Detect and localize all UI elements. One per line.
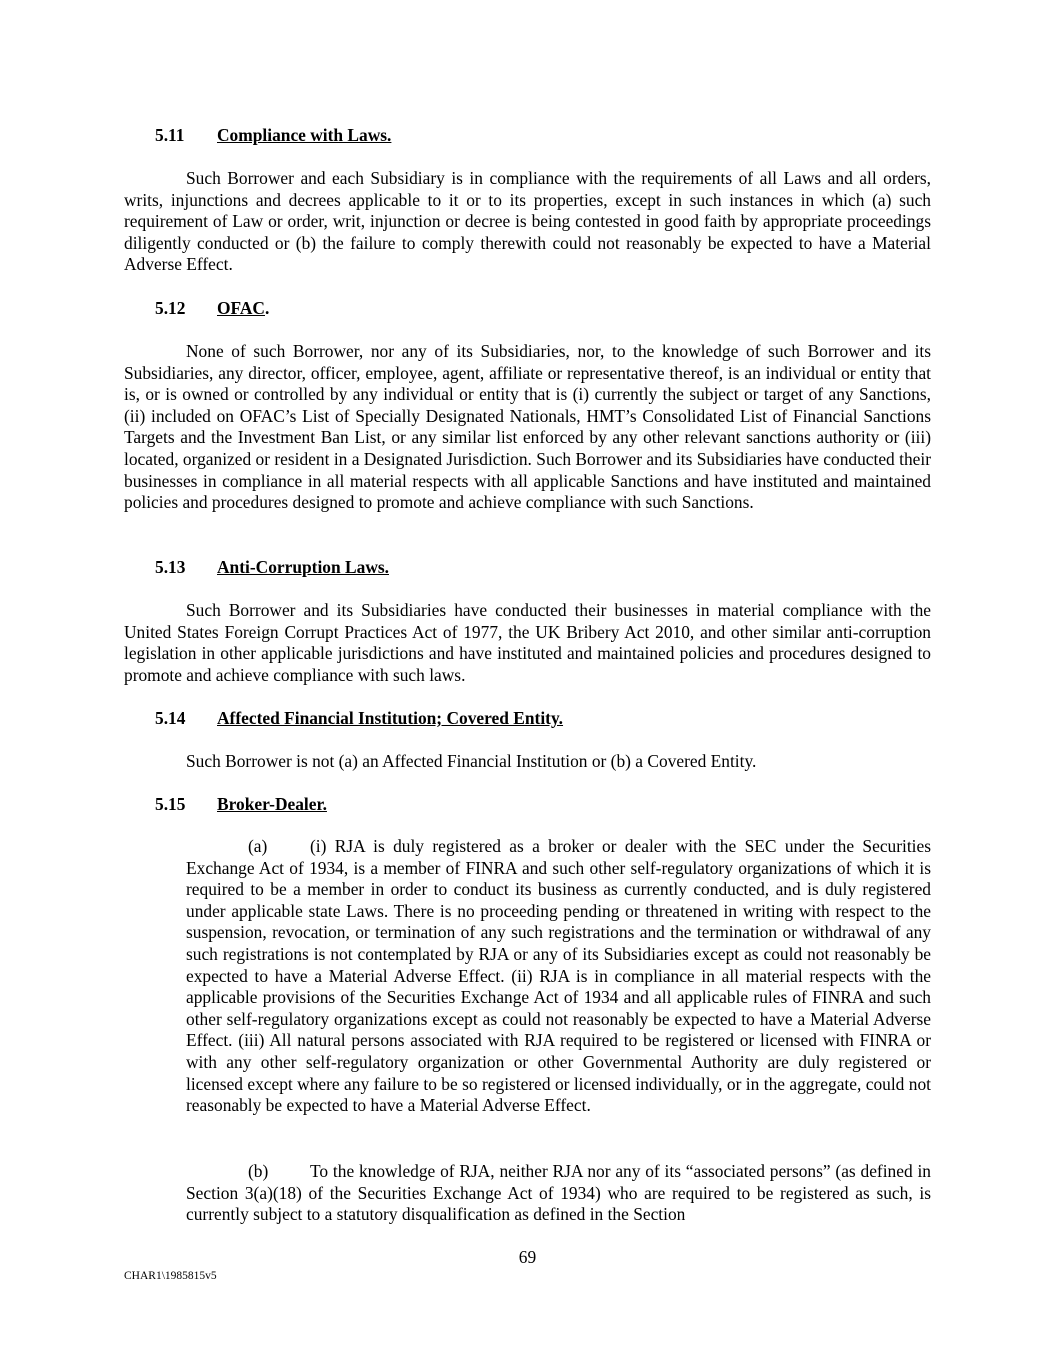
section-title: OFAC bbox=[217, 298, 265, 318]
section-title: Compliance with Laws. bbox=[217, 125, 392, 145]
section-title: Anti-Corruption Laws. bbox=[217, 557, 389, 577]
section-heading-5-12 bbox=[155, 298, 269, 320]
subsection-b bbox=[186, 1161, 931, 1226]
section-body-5-11: Such Borrower and each Subsidiary is in compliance with the requirements of all Laws and all orders, writs, injunctions and decrees applicable to it or to its properties, except in such instances in which (a) such requirement of Law or order, writ, injunction or decree is being contested in good faith by appropriate proceedings diligently conducted or (b) the failure to comply therewith could not reasonably be expected to have a Material Adverse Effect. bbox=[124, 168, 931, 275]
section-heading-5-14 bbox=[155, 708, 563, 730]
section-title-period: . bbox=[264, 298, 270, 318]
subsection-text: (i) RJA is duly registered as a broker or dealer with the SEC under the Securities Exchange Act of 1934, is a member of FINRA and such other self-regulatory organizations of which it is required to be a member in order to conduct its business as currently conducted, and is duly registered under applicable state Laws. There is no proceeding pending or threatened in writing with respect to the suspension, revocation, or termination of any such registrations and the termination or withdrawal of any such registrations is not contemplated by RJA or any of its Subsidiaries except as could not reasonably be expected to have a Material Adverse Effect. (ii) RJA is in compliance in all material respects with the applicable provisions of the Securities Exchange Act of 1934 and all applicable rules of FINRA and such other self-regulatory organizations except as could not reasonably be expected to have a Material Adverse Effect. (iii) All natural persons associated with RJA required to be registered or licensed with FINRA or with any other self-regulatory organization or other Governmental Authority are duly registered or licensed except where any failure to be so registered or licensed individually, or in the aggregate, could not reasonably be expected to have a Material Adverse Effect. bbox=[186, 836, 931, 1116]
subsection-label: (b) bbox=[248, 1161, 269, 1181]
section-number: 5.12 bbox=[155, 298, 186, 318]
section-number: 5.15 bbox=[155, 794, 186, 814]
subsection-a bbox=[186, 836, 931, 1117]
section-number: 5.14 bbox=[155, 708, 186, 728]
section-heading-5-11 bbox=[155, 125, 391, 147]
section-body-5-12: None of such Borrower, nor any of its Subsidiaries, nor, to the knowledge of such Borrower and its Subsidiaries, any director, officer, employee, agent, affiliate or representative thereof, is an individual or entity that is, or is owned or controlled by any individual or entity that is (i) currently the subject or target of any Sanctions, (ii) included on OFAC’s List of Specially Designated Nationals, HMT’s Consolidated List of Financial Sanctions Targets and the Investment Ban List, or any similar list enforced by any other relevant sanctions authority or (iii) located, organized or resident in a Designated Jurisdiction. Such Borrower and its Subsidiaries have conducted their businesses in compliance in all material respects with all applicable Sanctions and have instituted and maintained policies and procedures designed to promote and achieve compliance with such Sanctions. bbox=[124, 341, 931, 513]
document-footer-id: CHAR1\1985815v5 bbox=[124, 1270, 217, 1282]
section-number: 5.11 bbox=[155, 125, 185, 145]
section-body-5-13: Such Borrower and its Subsidiaries have conducted their businesses in material compliance with the United States Foreign Corrupt Practices Act of 1977, the UK Bribery Act 2010, and other similar anti-corruption legislation in other applicable jurisdictions and have instituted and maintained policies and procedures designed to promote and achieve compliance with such laws. bbox=[124, 600, 931, 685]
subsection-text: To the knowledge of RJA, neither RJA nor any of its “associated persons” (as defined in Section 3(a)(18) of the Securities Exchange Act of 1934) who are required to be registered as such, is currently subject to a statutory disqualification as defined in the Section bbox=[186, 1161, 931, 1225]
subsection-label: (a) bbox=[248, 836, 268, 856]
section-heading-5-13 bbox=[155, 557, 389, 579]
section-title: Broker-Dealer. bbox=[217, 794, 327, 814]
section-heading-5-15 bbox=[155, 794, 327, 816]
section-title: Affected Financial Institution; Covered Entity. bbox=[217, 708, 564, 728]
section-number: 5.13 bbox=[155, 557, 186, 577]
page-number: 69 bbox=[518, 1247, 537, 1267]
section-body-5-14: Such Borrower is not (a) an Affected Financial Institution or (b) a Covered Entity. bbox=[186, 751, 757, 771]
